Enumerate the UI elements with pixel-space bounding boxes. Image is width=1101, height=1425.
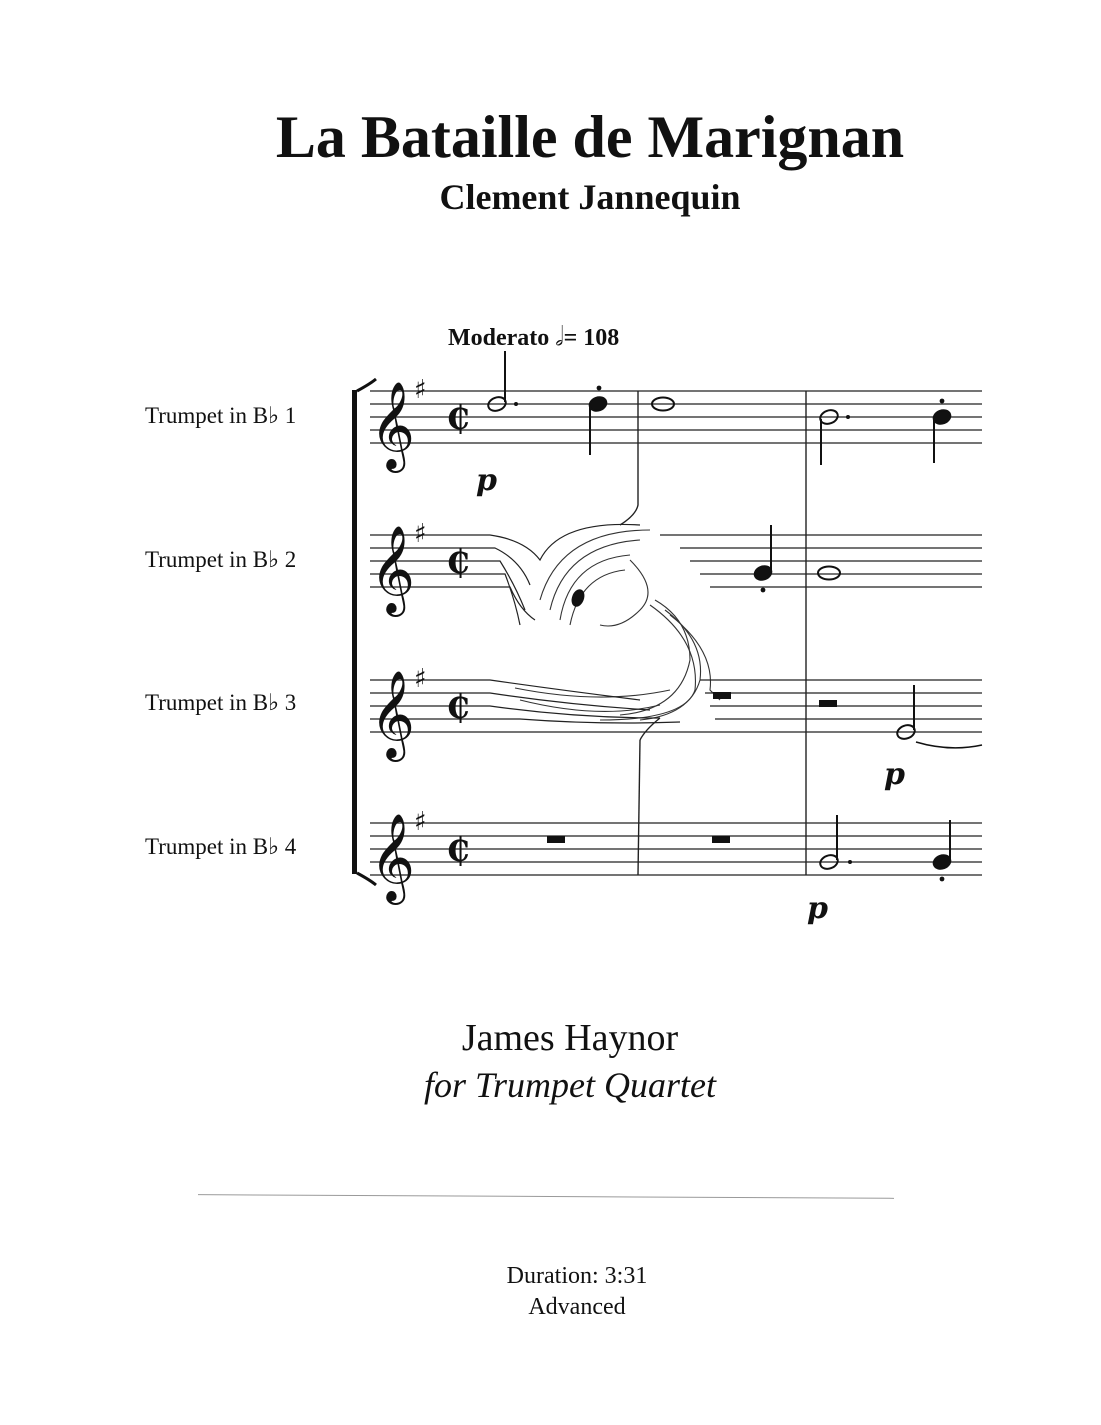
tempo-label: Moderato	[448, 325, 550, 351]
svg-text:♯: ♯	[414, 519, 427, 549]
composer-name: Clement Jannequin	[439, 177, 741, 217]
svg-text:♯: ♯	[414, 375, 427, 405]
instrument-label-4: Trumpet in B♭ 4	[145, 834, 297, 859]
treble-clefs	[370, 380, 415, 905]
tempo-value: = 108	[563, 325, 620, 351]
notes-staff-3	[713, 685, 982, 748]
time-signatures	[446, 398, 470, 870]
dynamic-piano: p	[476, 463, 497, 498]
svg-text:♯: ♯	[414, 664, 427, 694]
dynamics	[476, 463, 905, 926]
instrument-label-2: Trumpet in B♭ 2	[145, 547, 297, 572]
svg-text:₵: ₵	[446, 398, 470, 438]
instrumentation-subtitle: for Trumpet Quartet	[423, 1065, 717, 1105]
difficulty-level: Advanced	[528, 1294, 626, 1320]
svg-text:𝄞: 𝄞	[370, 669, 415, 758]
duration-text: Duration: 3:31	[506, 1263, 648, 1289]
instrument-label-1: Trumpet in B♭ 1	[145, 403, 297, 428]
svg-text:₵: ₵	[446, 687, 470, 727]
dynamic-piano: p	[807, 891, 828, 926]
svg-text:𝄞: 𝄞	[370, 812, 415, 901]
svg-text:𝄞: 𝄞	[370, 380, 415, 469]
svg-text:₵: ₵	[446, 830, 470, 870]
divider	[198, 1194, 894, 1199]
arranger-name: James Haynor	[461, 1017, 679, 1059]
half-note-icon: 𝅗𝅥	[555, 322, 564, 352]
instrument-label-3: Trumpet in B♭ 3	[145, 690, 297, 715]
svg-text:₵: ₵	[446, 542, 470, 582]
barlines	[620, 391, 806, 875]
svg-text:𝄞: 𝄞	[370, 524, 415, 613]
score-title: La Bataille de Marignan	[275, 104, 905, 170]
swirl-distortion	[515, 530, 720, 720]
notes-staff-4	[547, 815, 952, 881]
notes-staff-2	[571, 525, 840, 607]
notes-staff-1	[486, 351, 952, 465]
dynamic-piano: p	[884, 757, 905, 792]
svg-text:♯: ♯	[414, 807, 427, 837]
key-signatures	[414, 375, 427, 837]
